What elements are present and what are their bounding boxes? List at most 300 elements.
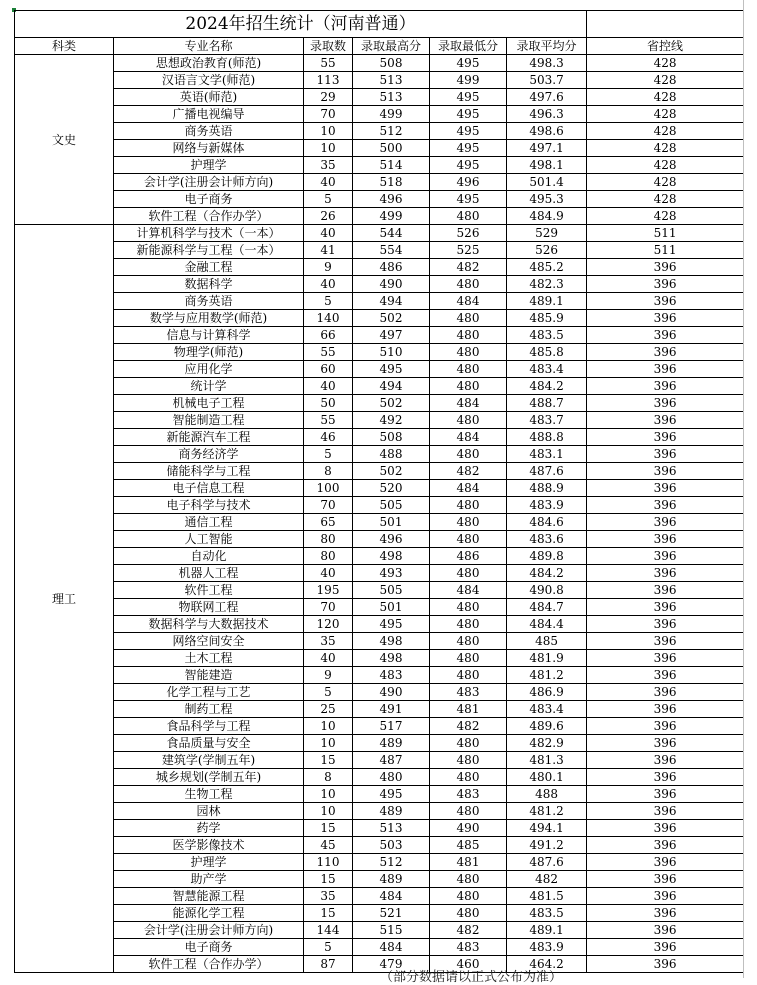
max-cell[interactable]: 513 [353,820,430,837]
min-cell[interactable]: 480 [430,208,507,225]
avg-cell[interactable]: 501.4 [507,174,587,191]
count-cell[interactable]: 9 [304,259,353,276]
count-cell[interactable]: 80 [304,531,353,548]
line-cell[interactable]: 396 [587,888,744,905]
major-cell[interactable]: 城乡规划(学制五年) [114,769,304,786]
line-cell[interactable]: 396 [587,378,744,395]
count-cell[interactable]: 60 [304,361,353,378]
line-cell[interactable]: 428 [587,72,744,89]
min-cell[interactable]: 484 [430,480,507,497]
major-cell[interactable]: 机器人工程 [114,565,304,582]
line-cell[interactable]: 396 [587,803,744,820]
min-cell[interactable]: 484 [430,395,507,412]
count-cell[interactable]: 40 [304,276,353,293]
max-cell[interactable]: 502 [353,463,430,480]
line-cell[interactable]: 428 [587,123,744,140]
max-cell[interactable]: 502 [353,310,430,327]
max-cell[interactable]: 486 [353,259,430,276]
line-cell[interactable]: 396 [587,752,744,769]
avg-cell[interactable]: 483.9 [507,497,587,514]
count-cell[interactable]: 8 [304,463,353,480]
min-cell[interactable]: 482 [430,463,507,480]
line-cell[interactable]: 396 [587,395,744,412]
min-cell[interactable]: 480 [430,871,507,888]
line-cell[interactable]: 428 [587,89,744,106]
min-cell[interactable]: 480 [430,344,507,361]
major-cell[interactable]: 英语(师范) [114,89,304,106]
count-cell[interactable]: 8 [304,769,353,786]
count-cell[interactable]: 15 [304,820,353,837]
avg-cell[interactable]: 497.1 [507,140,587,157]
line-cell[interactable]: 428 [587,191,744,208]
max-cell[interactable]: 484 [353,888,430,905]
major-cell[interactable]: 电子信息工程 [114,480,304,497]
line-cell[interactable]: 396 [587,922,744,939]
major-cell[interactable]: 电子商务 [114,939,304,956]
line-cell[interactable]: 428 [587,106,744,123]
major-cell[interactable]: 物理学(师范) [114,344,304,361]
min-cell[interactable]: 460 [430,956,507,973]
avg-cell[interactable]: 497.6 [507,89,587,106]
min-cell[interactable]: 495 [430,55,507,72]
min-cell[interactable]: 482 [430,922,507,939]
min-cell[interactable]: 480 [430,633,507,650]
min-cell[interactable]: 480 [430,667,507,684]
max-cell[interactable]: 497 [353,327,430,344]
min-cell[interactable]: 480 [430,327,507,344]
min-cell[interactable]: 482 [430,259,507,276]
avg-cell[interactable]: 496.3 [507,106,587,123]
line-cell[interactable]: 396 [587,684,744,701]
max-cell[interactable]: 508 [353,429,430,446]
line-cell[interactable]: 396 [587,480,744,497]
max-cell[interactable]: 500 [353,140,430,157]
min-cell[interactable]: 484 [430,429,507,446]
line-cell[interactable]: 396 [587,718,744,735]
avg-cell[interactable]: 503.7 [507,72,587,89]
min-cell[interactable]: 480 [430,514,507,531]
min-cell[interactable]: 486 [430,548,507,565]
min-cell[interactable]: 480 [430,769,507,786]
major-cell[interactable]: 软件工程 [114,582,304,599]
max-cell[interactable]: 503 [353,837,430,854]
line-cell[interactable]: 396 [587,820,744,837]
major-cell[interactable]: 医学影像技术 [114,837,304,854]
count-cell[interactable]: 10 [304,123,353,140]
avg-cell[interactable]: 487.6 [507,463,587,480]
min-cell[interactable]: 480 [430,412,507,429]
avg-cell[interactable]: 488.8 [507,429,587,446]
min-cell[interactable]: 480 [430,616,507,633]
max-cell[interactable]: 480 [353,769,430,786]
min-cell[interactable]: 485 [430,837,507,854]
major-cell[interactable]: 会计学(注册会计师方向) [114,174,304,191]
min-cell[interactable]: 480 [430,361,507,378]
min-cell[interactable]: 499 [430,72,507,89]
avg-cell[interactable]: 464.2 [507,956,587,973]
count-cell[interactable]: 100 [304,480,353,497]
line-cell[interactable]: 396 [587,429,744,446]
line-cell[interactable]: 396 [587,616,744,633]
count-cell[interactable]: 40 [304,225,353,242]
max-cell[interactable]: 513 [353,72,430,89]
count-cell[interactable]: 5 [304,293,353,310]
avg-cell[interactable]: 481.5 [507,888,587,905]
min-cell[interactable]: 480 [430,446,507,463]
avg-cell[interactable]: 481.2 [507,803,587,820]
line-cell[interactable]: 396 [587,701,744,718]
count-cell[interactable]: 15 [304,905,353,922]
count-cell[interactable]: 15 [304,752,353,769]
major-cell[interactable]: 智能制造工程 [114,412,304,429]
line-cell[interactable]: 396 [587,446,744,463]
major-cell[interactable]: 数学与应用数学(师范) [114,310,304,327]
line-cell[interactable]: 428 [587,55,744,72]
line-cell[interactable]: 396 [587,650,744,667]
major-cell[interactable]: 新能源科学与工程（一本） [114,242,304,259]
count-cell[interactable]: 35 [304,888,353,905]
line-cell[interactable]: 428 [587,157,744,174]
major-cell[interactable]: 应用化学 [114,361,304,378]
count-cell[interactable]: 5 [304,191,353,208]
max-cell[interactable]: 479 [353,956,430,973]
count-cell[interactable]: 26 [304,208,353,225]
min-cell[interactable]: 480 [430,735,507,752]
count-cell[interactable]: 35 [304,157,353,174]
major-cell[interactable]: 会计学(注册会计师方向) [114,922,304,939]
count-cell[interactable]: 41 [304,242,353,259]
avg-cell[interactable]: 481.9 [507,650,587,667]
avg-cell[interactable]: 488 [507,786,587,803]
major-cell[interactable]: 化学工程与工艺 [114,684,304,701]
count-cell[interactable]: 50 [304,395,353,412]
major-cell[interactable]: 信息与计算科学 [114,327,304,344]
count-cell[interactable]: 144 [304,922,353,939]
major-cell[interactable]: 通信工程 [114,514,304,531]
max-cell[interactable]: 502 [353,395,430,412]
avg-cell[interactable]: 481.3 [507,752,587,769]
category-cell[interactable]: 文史 [15,55,114,225]
avg-cell[interactable]: 483.4 [507,701,587,718]
category-cell[interactable]: 理工 [15,225,114,973]
min-cell[interactable]: 495 [430,140,507,157]
avg-cell[interactable]: 485 [507,633,587,650]
max-cell[interactable]: 493 [353,565,430,582]
count-cell[interactable]: 35 [304,633,353,650]
count-cell[interactable]: 40 [304,174,353,191]
major-cell[interactable]: 商务英语 [114,293,304,310]
major-cell[interactable]: 物联网工程 [114,599,304,616]
max-cell[interactable]: 495 [353,361,430,378]
major-cell[interactable]: 智能建造 [114,667,304,684]
avg-cell[interactable]: 486.9 [507,684,587,701]
avg-cell[interactable]: 494.1 [507,820,587,837]
major-cell[interactable]: 助产学 [114,871,304,888]
max-cell[interactable]: 498 [353,633,430,650]
major-cell[interactable]: 生物工程 [114,786,304,803]
line-cell[interactable]: 396 [587,548,744,565]
line-cell[interactable]: 396 [587,259,744,276]
major-cell[interactable]: 软件工程（合作办学） [114,956,304,973]
max-cell[interactable]: 515 [353,922,430,939]
count-cell[interactable]: 10 [304,735,353,752]
max-cell[interactable]: 499 [353,106,430,123]
count-cell[interactable]: 5 [304,446,353,463]
max-cell[interactable]: 495 [353,616,430,633]
min-cell[interactable]: 480 [430,752,507,769]
max-cell[interactable]: 496 [353,191,430,208]
count-cell[interactable]: 10 [304,140,353,157]
max-cell[interactable]: 495 [353,786,430,803]
max-cell[interactable]: 489 [353,735,430,752]
max-cell[interactable]: 513 [353,89,430,106]
major-cell[interactable]: 电子科学与技术 [114,497,304,514]
count-cell[interactable]: 40 [304,565,353,582]
avg-cell[interactable]: 484.7 [507,599,587,616]
count-cell[interactable]: 40 [304,650,353,667]
line-cell[interactable]: 396 [587,276,744,293]
line-cell[interactable]: 396 [587,599,744,616]
line-cell[interactable]: 396 [587,412,744,429]
max-cell[interactable]: 554 [353,242,430,259]
major-cell[interactable]: 药学 [114,820,304,837]
min-cell[interactable]: 495 [430,123,507,140]
major-cell[interactable]: 软件工程（合作办学） [114,208,304,225]
min-cell[interactable]: 481 [430,701,507,718]
min-cell[interactable]: 480 [430,378,507,395]
max-cell[interactable]: 517 [353,718,430,735]
line-cell[interactable]: 511 [587,242,744,259]
count-cell[interactable]: 40 [304,378,353,395]
max-cell[interactable]: 521 [353,905,430,922]
major-cell[interactable]: 数据科学 [114,276,304,293]
major-cell[interactable]: 网络与新媒体 [114,140,304,157]
min-cell[interactable]: 480 [430,905,507,922]
min-cell[interactable]: 480 [430,497,507,514]
avg-cell[interactable]: 495.3 [507,191,587,208]
min-cell[interactable]: 480 [430,650,507,667]
count-cell[interactable]: 120 [304,616,353,633]
avg-cell[interactable]: 483.5 [507,905,587,922]
avg-cell[interactable]: 482 [507,871,587,888]
max-cell[interactable]: 489 [353,871,430,888]
count-cell[interactable]: 195 [304,582,353,599]
avg-cell[interactable]: 489.1 [507,293,587,310]
max-cell[interactable]: 498 [353,548,430,565]
max-cell[interactable]: 544 [353,225,430,242]
count-cell[interactable]: 80 [304,548,353,565]
major-cell[interactable]: 智慧能源工程 [114,888,304,905]
avg-cell[interactable]: 490.8 [507,582,587,599]
major-cell[interactable]: 制药工程 [114,701,304,718]
min-cell[interactable]: 484 [430,293,507,310]
max-cell[interactable]: 487 [353,752,430,769]
max-cell[interactable]: 505 [353,497,430,514]
count-cell[interactable]: 55 [304,344,353,361]
line-cell[interactable]: 396 [587,582,744,599]
major-cell[interactable]: 储能科学与工程 [114,463,304,480]
min-cell[interactable]: 484 [430,582,507,599]
max-cell[interactable]: 501 [353,599,430,616]
major-cell[interactable]: 自动化 [114,548,304,565]
major-cell[interactable]: 新能源汽车工程 [114,429,304,446]
major-cell[interactable]: 金融工程 [114,259,304,276]
avg-cell[interactable]: 484.9 [507,208,587,225]
line-cell[interactable]: 428 [587,208,744,225]
line-cell[interactable]: 396 [587,361,744,378]
major-cell[interactable]: 网络空间安全 [114,633,304,650]
line-cell[interactable]: 396 [587,310,744,327]
min-cell[interactable]: 480 [430,888,507,905]
count-cell[interactable]: 45 [304,837,353,854]
avg-cell[interactable]: 485.2 [507,259,587,276]
count-cell[interactable]: 25 [304,701,353,718]
major-cell[interactable]: 人工智能 [114,531,304,548]
avg-cell[interactable]: 485.8 [507,344,587,361]
avg-cell[interactable]: 484.4 [507,616,587,633]
min-cell[interactable]: 481 [430,854,507,871]
count-cell[interactable]: 140 [304,310,353,327]
max-cell[interactable]: 501 [353,514,430,531]
count-cell[interactable]: 70 [304,599,353,616]
avg-cell[interactable]: 529 [507,225,587,242]
line-cell[interactable]: 396 [587,531,744,548]
avg-cell[interactable]: 488.9 [507,480,587,497]
line-cell[interactable]: 396 [587,905,744,922]
min-cell[interactable]: 495 [430,106,507,123]
avg-cell[interactable]: 483.5 [507,327,587,344]
avg-cell[interactable]: 481.2 [507,667,587,684]
major-cell[interactable]: 电子商务 [114,191,304,208]
major-cell[interactable]: 食品质量与安全 [114,735,304,752]
major-cell[interactable]: 护理学 [114,157,304,174]
max-cell[interactable]: 505 [353,582,430,599]
max-cell[interactable]: 512 [353,854,430,871]
count-cell[interactable]: 70 [304,497,353,514]
min-cell[interactable]: 495 [430,89,507,106]
major-cell[interactable]: 商务经济学 [114,446,304,463]
min-cell[interactable]: 495 [430,191,507,208]
line-cell[interactable]: 396 [587,293,744,310]
avg-cell[interactable]: 489.8 [507,548,587,565]
avg-cell[interactable]: 488.7 [507,395,587,412]
line-cell[interactable]: 396 [587,514,744,531]
line-cell[interactable]: 396 [587,565,744,582]
avg-cell[interactable]: 484.2 [507,565,587,582]
avg-cell[interactable]: 484.6 [507,514,587,531]
max-cell[interactable]: 520 [353,480,430,497]
line-cell[interactable]: 428 [587,174,744,191]
line-cell[interactable]: 396 [587,939,744,956]
line-cell[interactable]: 396 [587,667,744,684]
major-cell[interactable]: 广播电视编导 [114,106,304,123]
max-cell[interactable]: 494 [353,293,430,310]
max-cell[interactable]: 508 [353,55,430,72]
max-cell[interactable]: 498 [353,650,430,667]
min-cell[interactable]: 496 [430,174,507,191]
major-cell[interactable]: 统计学 [114,378,304,395]
major-cell[interactable]: 能源化学工程 [114,905,304,922]
count-cell[interactable]: 5 [304,684,353,701]
avg-cell[interactable]: 483.6 [507,531,587,548]
major-cell[interactable]: 机械电子工程 [114,395,304,412]
count-cell[interactable]: 113 [304,72,353,89]
avg-cell[interactable]: 483.1 [507,446,587,463]
avg-cell[interactable]: 487.6 [507,854,587,871]
avg-cell[interactable]: 482.9 [507,735,587,752]
avg-cell[interactable]: 526 [507,242,587,259]
max-cell[interactable]: 490 [353,276,430,293]
max-cell[interactable]: 483 [353,667,430,684]
count-cell[interactable]: 9 [304,667,353,684]
max-cell[interactable]: 514 [353,157,430,174]
max-cell[interactable]: 489 [353,803,430,820]
major-cell[interactable]: 食品科学与工程 [114,718,304,735]
count-cell[interactable]: 70 [304,106,353,123]
line-cell[interactable]: 511 [587,225,744,242]
avg-cell[interactable]: 491.2 [507,837,587,854]
max-cell[interactable]: 490 [353,684,430,701]
count-cell[interactable]: 10 [304,718,353,735]
avg-cell[interactable]: 483.7 [507,412,587,429]
avg-cell[interactable]: 485.9 [507,310,587,327]
count-cell[interactable]: 10 [304,803,353,820]
avg-cell[interactable]: 498.1 [507,157,587,174]
count-cell[interactable]: 15 [304,871,353,888]
min-cell[interactable]: 480 [430,599,507,616]
avg-cell[interactable]: 480.1 [507,769,587,786]
line-cell[interactable]: 396 [587,327,744,344]
max-cell[interactable]: 496 [353,531,430,548]
count-cell[interactable]: 87 [304,956,353,973]
line-cell[interactable]: 396 [587,854,744,871]
count-cell[interactable]: 65 [304,514,353,531]
line-cell[interactable]: 428 [587,140,744,157]
max-cell[interactable]: 510 [353,344,430,361]
max-cell[interactable]: 491 [353,701,430,718]
min-cell[interactable]: 480 [430,531,507,548]
major-cell[interactable]: 建筑学(学制五年) [114,752,304,769]
avg-cell[interactable]: 484.2 [507,378,587,395]
major-cell[interactable]: 园林 [114,803,304,820]
min-cell[interactable]: 525 [430,242,507,259]
min-cell[interactable]: 480 [430,276,507,293]
min-cell[interactable]: 526 [430,225,507,242]
line-cell[interactable]: 396 [587,956,744,973]
min-cell[interactable]: 483 [430,786,507,803]
avg-cell[interactable]: 498.6 [507,123,587,140]
min-cell[interactable]: 480 [430,310,507,327]
max-cell[interactable]: 492 [353,412,430,429]
min-cell[interactable]: 482 [430,718,507,735]
line-cell[interactable]: 396 [587,735,744,752]
min-cell[interactable]: 480 [430,803,507,820]
max-cell[interactable]: 499 [353,208,430,225]
count-cell[interactable]: 5 [304,939,353,956]
count-cell[interactable]: 55 [304,412,353,429]
avg-cell[interactable]: 482.3 [507,276,587,293]
major-cell[interactable]: 思想政治教育(师范) [114,55,304,72]
avg-cell[interactable]: 483.9 [507,939,587,956]
max-cell[interactable]: 494 [353,378,430,395]
count-cell[interactable]: 29 [304,89,353,106]
major-cell[interactable]: 护理学 [114,854,304,871]
title-blank-cell[interactable] [587,11,744,38]
major-cell[interactable]: 数据科学与大数据技术 [114,616,304,633]
line-cell[interactable]: 396 [587,497,744,514]
line-cell[interactable]: 396 [587,769,744,786]
min-cell[interactable]: 483 [430,939,507,956]
